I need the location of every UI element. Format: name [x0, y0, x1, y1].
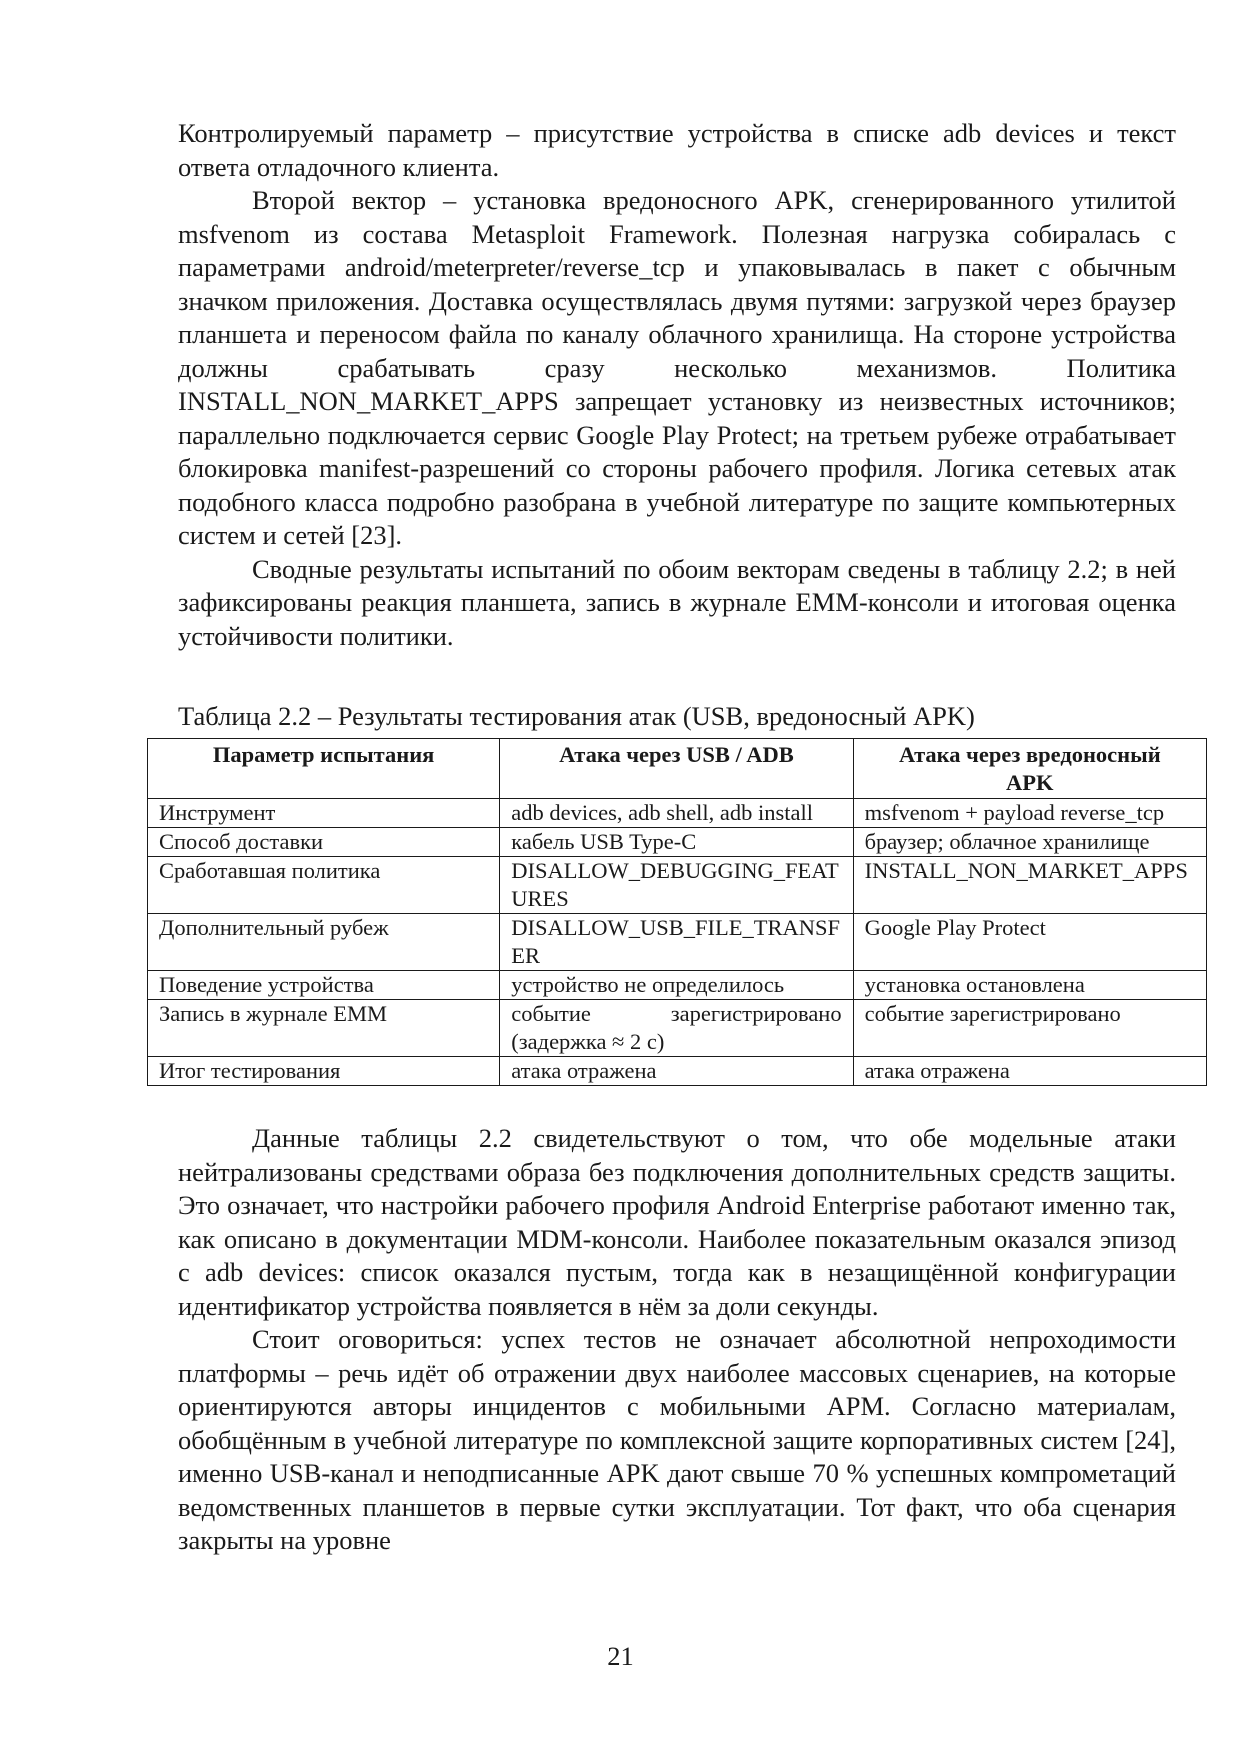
table-row	[148, 971, 1207, 1000]
table-cell: msfvenom + payload reverse_tcp	[853, 799, 1206, 828]
page-number: 21	[607, 1641, 634, 1671]
body-text-bottom	[178, 1122, 1176, 1558]
table-cell: кабель USB Type-C	[500, 828, 853, 857]
table-cell: установка остановлена	[853, 971, 1206, 1000]
paragraph: Данные таблицы 2.2 свидетельствуют о том, что обе модельные атаки нейтрализованы средствами образа без подключения дополнительных средств защиты. Это означает, что настройки рабочего профиля Android Enterprise работают именно так, как описано в документации MDM-консоли. Наиболее показательным оказался эпизод с adb devices: список оказался пустым, тогда как в незащищённой конфигурации идентификатор устройства появляется в нём за доли секунды.	[178, 1123, 1176, 1321]
paragraph: Стоит оговориться: успех тестов не означает абсолютной непроходимости платформы – речь идёт об отражении двух наиболее массовых сценариев, на которые ориентируются авторы инцидентов с мобильными АРМ. Согласно материалам, обобщённым в учебной литературе по комплексной защите корпоративных систем [24], именно USB-канал и неподписанные APK дают свыше 70 % успешных компрометаций ведомственных планшетов в первые сутки эксплуатации. Тот факт, что оба сценария закрыты на уровне	[178, 1324, 1176, 1555]
table-header-cell: Параметр испытания	[148, 739, 500, 799]
table-cell: adb devices, adb shell, adb install	[500, 799, 853, 828]
table-cell: Дополнительный рубеж	[148, 914, 500, 971]
table-cell: атака отражена	[500, 1057, 853, 1086]
table-cell: INSTALL_NON_MARKET_APPS	[853, 857, 1206, 914]
table-row	[148, 914, 1207, 971]
table-cell: DISALLOW_USB_FILE_TRANSFER	[500, 914, 853, 971]
table-row	[148, 828, 1207, 857]
table-cell: браузер; облачное хранилище	[853, 828, 1206, 857]
table-cell: Способ доставки	[148, 828, 500, 857]
paragraph: Второй вектор – установка вредоносного APK, сгенерированного утилитой msfvenom из состава Metasploit Framework. Полезная нагрузка собиралась с параметрами android/meterpreter/reverse_tcp и упаковывалась в пакет с обычным значком приложения. Доставка осуществлялась двумя путями: загрузкой через браузер планшета и переносом файла по каналу облачного хранилища. На стороне устройства должны срабатывать сразу несколько механизмов. Политика INSTALL_NON_MARKET_APPS запрещает установку из неизвестных источников; параллельно подключается сервис Google Play Protect; на третьем рубеже отрабатывает блокировка manifest-разрешений со стороны рабочего профиля. Логика сетевых атак подобного класса подробно разобрана в учебной литературе по защите компьютерных систем и сетей [23].	[178, 185, 1176, 550]
table-header-cell: Атака через USB / ADB	[500, 739, 853, 799]
table-cell: устройство не определилось	[500, 971, 853, 1000]
paragraph: Контролируемый параметр – присутствие устройства в списке adb devices и текст ответа отладочного клиента.	[178, 118, 1176, 182]
table-cell: событие зарегистрировано (задержка ≈ 2 с)	[500, 1000, 853, 1057]
table-cell: Инструмент	[148, 799, 500, 828]
table-cell: Поведение устройства	[148, 971, 500, 1000]
table-cell: событие зарегистрировано	[853, 1000, 1206, 1057]
table-header-cell: Атака через вредоносный APK	[853, 739, 1206, 799]
table-header-row	[148, 739, 1207, 799]
paragraph: Сводные результаты испытаний по обоим векторам сведены в таблицу 2.2; в ней зафиксированы реакция планшета, запись в журнале EMM-консоли и итоговая оценка устойчивости политики.	[178, 553, 1176, 651]
table-cell: DISALLOW_DEBUGGING_FEATURES	[500, 857, 853, 914]
results-table	[147, 738, 1207, 1086]
table-caption: Таблица 2.2 – Результаты тестирования атак (USB, вредоносный APK)	[178, 701, 975, 731]
table-cell: Итог тестирования	[148, 1057, 500, 1086]
table-cell: Сработавшая политика	[148, 857, 500, 914]
table-row	[148, 799, 1207, 828]
table-row	[148, 1000, 1207, 1057]
table-cell: атака отражена	[853, 1057, 1206, 1086]
table-row	[148, 857, 1207, 914]
table-row	[148, 1057, 1207, 1086]
table-cell: Google Play Protect	[853, 914, 1206, 971]
table-cell: Запись в журнале EMM	[148, 1000, 500, 1057]
body-text-top	[178, 117, 1176, 653]
